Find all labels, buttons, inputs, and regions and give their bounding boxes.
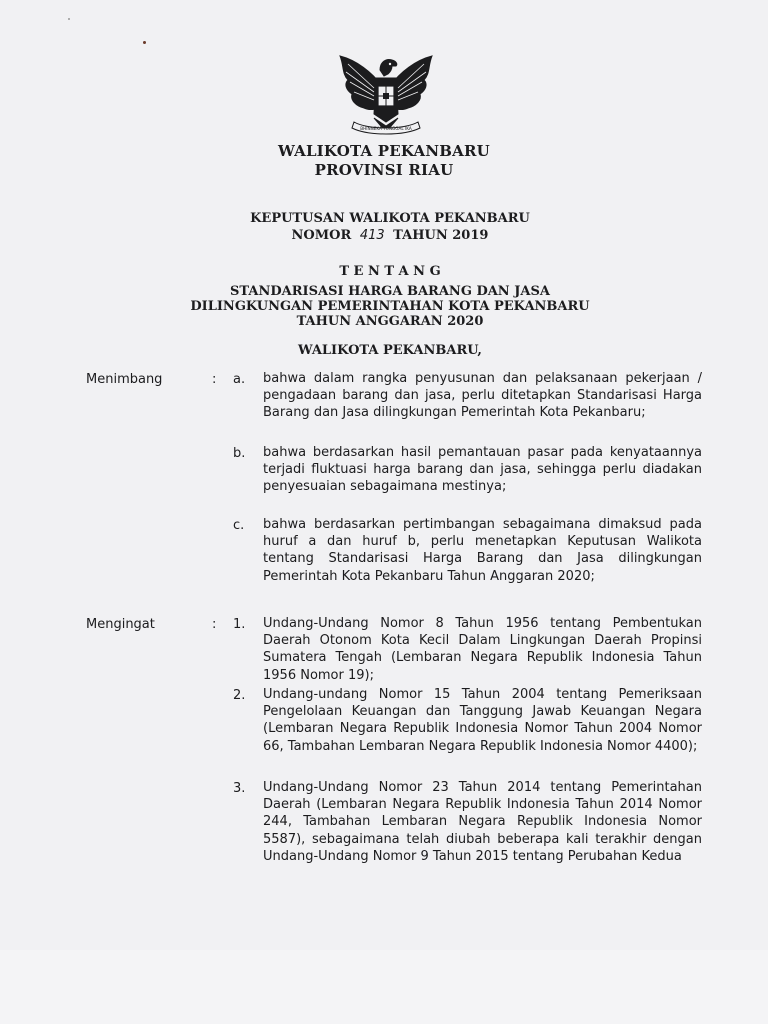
emblem-ribbon-text: BHINNEKA TUNGGAL IKA: [360, 126, 412, 131]
decree-number: [0, 228, 768, 244]
mengingat-item-mark: 2.: [233, 688, 246, 703]
mengingat-item-mark: 1.: [233, 617, 246, 632]
menimbang-item-mark: a.: [233, 372, 246, 387]
garuda-emblem-icon: [334, 52, 438, 142]
decree-number-suffix: TAHUN 2019: [393, 228, 489, 243]
menimbang-item-mark: c.: [233, 518, 245, 533]
issuer-title: WALIKOTA PEKANBARU,: [298, 343, 482, 358]
menimbang-item-mark: b.: [233, 446, 246, 461]
mengingat-item-mark: 3.: [233, 781, 246, 796]
subject-line-3: TAHUN ANGGARAN 2020: [296, 314, 484, 329]
decree-number-handwritten: 413: [359, 228, 385, 243]
menimbang-label: Menimbang: [86, 372, 163, 387]
decree-number-prefix: NOMOR: [291, 228, 352, 243]
mengingat-label: Mengingat: [86, 617, 155, 632]
decree-title: KEPUTUSAN WALIKOTA PEKANBARU: [250, 211, 530, 226]
letterhead-title: WALIKOTA PEKANBARU: [278, 142, 490, 160]
mengingat-item-text: Undang-Undang Nomor 23 Tahun 2014 tentang Pemerintahan Daerah (Lembaran Negara Republik Indonesia Tahun 2014 Nomor 244, Tambahan Lembaran Negara Republik Indonesia Nomor 5587), sebagaimana telah diubah beberapa kali terakhir dengan Undang-Undang Nomor 9 Tahun 2015 tentang Perubahan Kedua: [263, 780, 702, 864]
mengingat-colon: :: [212, 617, 217, 632]
scan-speck: [143, 41, 146, 44]
menimbang-colon: :: [212, 372, 217, 387]
subject-line-1: STANDARISASI HARGA BARANG DAN JASA: [230, 284, 550, 299]
subject-line-2: DILINGKUNGAN PEMERINTAHAN KOTA PEKANBARU: [190, 299, 590, 314]
mengingat-item-text: Undang-Undang Nomor 8 Tahun 1956 tentang Pembentukan Daerah Otonom Kota Kecil Dalam Lingkungan Daerah Propinsi Sumatera Tengah (Lembaran Negara Republik Indonesia Tahun 1956 Nomor 19);: [263, 616, 702, 683]
menimbang-item-text: bahwa berdasarkan hasil pemantauan pasar pada kenyataannya terjadi fluktuasi harga barang dan jasa, sehingga perlu diadakan penyesuaian sebagaimana mestinya;: [263, 445, 702, 495]
menimbang-item-text: bahwa berdasarkan pertimbangan sebagaimana dimaksud pada huruf a dan huruf b, perlu menetapkan Keputusan Walikota tentang Standarisasi Harga Barang dan Jasa dilingkungan Pemerintah Kota Pekanbaru Tahun Anggaran 2020;: [263, 517, 702, 584]
mengingat-item-text: Undang-undang Nomor 15 Tahun 2004 tentang Pemeriksaan Pengelolaan Keuangan dan Tanggung Jawab Keuangan Negara (Lembaran Negara Republik Indonesia Nomor Tahun 2004 Nomor 66, Tambahan Lembaran Negara Republik Indonesia Nomor 4400);: [263, 687, 702, 754]
menimbang-item-text: bahwa dalam rangka penyusunan dan pelaksanaan pekerjaan / pengadaan barang dan jasa, perlu ditetapkan Standarisasi Harga Barang dan Jasa dilingkungan Pemerintah Kota Pekanbaru;: [263, 371, 702, 421]
subject-heading: T E N T A N G: [339, 264, 441, 279]
scan-speck: [68, 18, 70, 20]
letterhead-province: PROVINSI RIAU: [314, 161, 454, 179]
page-bottom-margin: [0, 950, 768, 1024]
